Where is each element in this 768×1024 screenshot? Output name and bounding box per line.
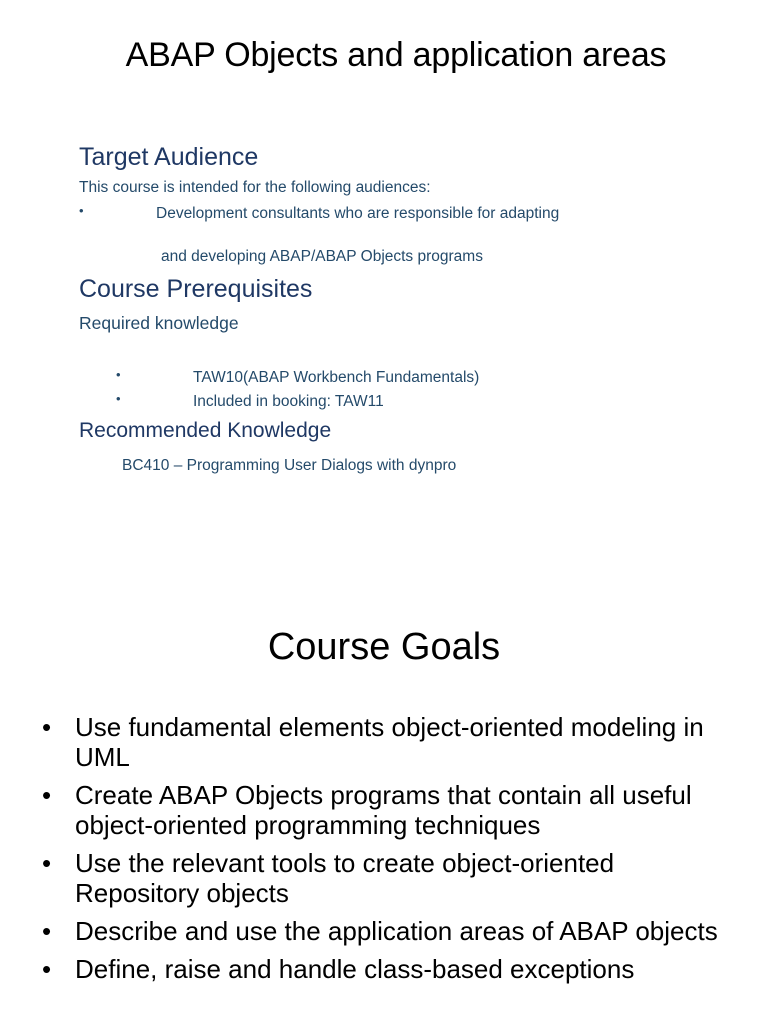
goal-text: Use fundamental elements object-oriented modeling in UML <box>75 712 704 772</box>
slide2-title: Course Goals <box>267 626 501 668</box>
required-item: Included in booking: TAW11 <box>193 393 384 410</box>
goal-text: Create ABAP Objects programs that contain all useful object-oriented programming techniques <box>75 780 692 840</box>
list-item <box>0 848 768 908</box>
bullet-icon: • <box>42 848 52 878</box>
bullet-dot-icon: • <box>116 391 121 406</box>
list-item <box>0 780 768 840</box>
list-item <box>0 954 768 984</box>
recommended-knowledge-label: Recommended Knowledge <box>79 419 332 442</box>
audience-bullet-line1: Development consultants who are responsible for adapting <box>156 205 560 222</box>
list-item <box>0 712 768 772</box>
bullet-icon: • <box>42 916 52 946</box>
target-audience-heading: Target Audience <box>79 143 259 171</box>
bullet-dot-icon: • <box>79 203 84 218</box>
target-audience-intro: This course is intended for the following audiences: <box>79 179 431 196</box>
slide1-title: ABAP Objects and application areas <box>125 36 667 74</box>
audience-bullet-line2: and developing ABAP/ABAP Objects programs <box>161 248 483 265</box>
required-knowledge-label: Required knowledge <box>79 313 239 333</box>
bullet-icon: • <box>42 780 52 810</box>
goal-text: Use the relevant tools to create object-oriented Repository objects <box>75 848 615 908</box>
bullet-icon: • <box>42 954 52 984</box>
course-goals-list <box>0 712 768 992</box>
bullet-dot-icon: • <box>116 367 121 382</box>
bullet-icon: • <box>42 712 52 742</box>
goal-text: Define, raise and handle class-based exceptions <box>75 954 635 984</box>
prerequisites-heading: Course Prerequisites <box>79 275 313 303</box>
list-item <box>0 916 768 946</box>
goal-text: Describe and use the application areas of ABAP objects <box>75 916 718 946</box>
required-item: TAW10(ABAP Workbench Fundamentals) <box>193 369 480 386</box>
recommended-item: BC410 – Programming User Dialogs with dynpro <box>122 457 457 474</box>
